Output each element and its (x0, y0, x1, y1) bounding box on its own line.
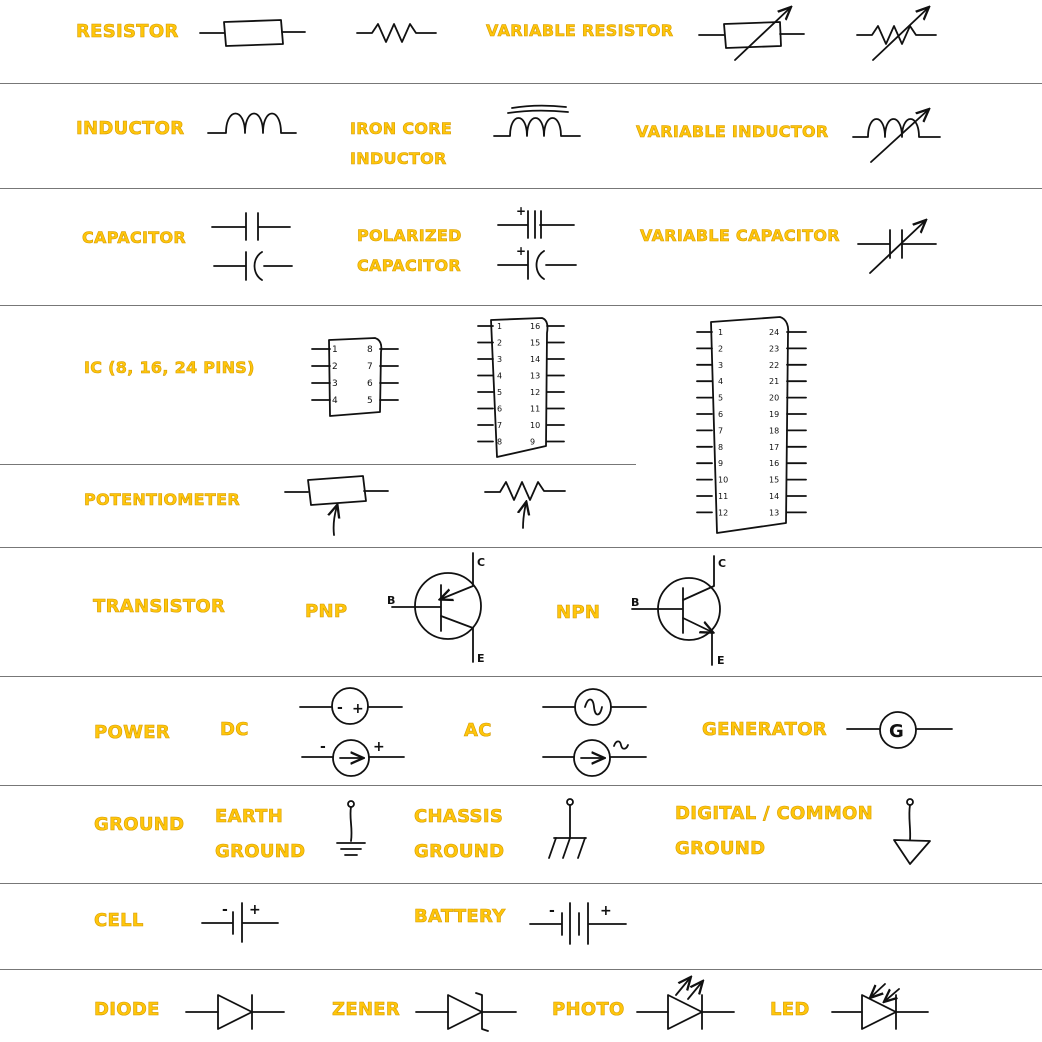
generator-label: GENERATOR (702, 719, 827, 740)
ic-pin-number: 5 (718, 393, 724, 403)
cell-label: CELL (94, 910, 144, 931)
ic-pin-number: 14 (769, 492, 780, 501)
curved-capacitor-symbol (214, 252, 292, 280)
plus-sign: + (516, 244, 527, 258)
ic-pin-number: 15 (769, 475, 780, 485)
generator-symbol (847, 712, 952, 748)
ic-pin-number: 4 (718, 377, 724, 387)
chassis-ground-label-line1: CHASSIS (414, 806, 504, 827)
ic-16-pin-symbol (478, 318, 564, 457)
ic-pin-number: 20 (769, 393, 780, 403)
dc-source-arrow-symbol (302, 739, 404, 776)
iron-core-inductor-label-line2: INDUCTOR (350, 149, 447, 168)
ic-pin-number: 9 (530, 437, 536, 447)
variable-inductor-label: VARIABLE INDUCTOR (636, 122, 829, 141)
ic-pin-number: 10 (530, 421, 541, 430)
ic-pin-number: 4 (497, 371, 503, 381)
chassis-ground-symbol (549, 799, 586, 858)
ic-pin-number: 7 (718, 426, 724, 436)
variable-capacitor-label: VARIABLE CAPACITOR (640, 226, 840, 245)
ic-pin-number: 2 (718, 344, 724, 354)
ic-pin-number: 3 (718, 360, 724, 370)
ic-pin-number: 9 (718, 459, 724, 469)
ic-pin-number: 17 (769, 442, 780, 452)
power-label: POWER (94, 722, 171, 743)
ic-pin-number: 3 (497, 355, 503, 364)
ic-pin-number: 6 (367, 379, 373, 389)
zener-diode-symbol (416, 993, 516, 1031)
dc-source-symbol (300, 688, 402, 724)
resistor-zigzag-symbol (357, 24, 436, 42)
polarized-capacitor-symbol (498, 204, 574, 238)
ic-pin-number: 1 (497, 322, 503, 331)
ic-pin-number: 16 (769, 459, 780, 469)
earth-ground-label-line2: GROUND (215, 841, 306, 862)
iron-core-inductor-symbol (494, 106, 580, 136)
ic-pin-number: 3 (332, 379, 338, 389)
ic-pin-number: 1 (718, 328, 724, 337)
plus-sign: + (373, 739, 385, 755)
ic-pin-number: 7 (367, 362, 373, 372)
ic-pin-number: 5 (367, 396, 373, 406)
ic-pin-number: 5 (497, 388, 503, 397)
ic-pin-number: 12 (718, 508, 729, 518)
digital-ground-symbol (894, 799, 930, 864)
ic-pin-number: 2 (332, 362, 338, 372)
generator-letter: G (889, 721, 904, 742)
led-label: LED (770, 999, 810, 1020)
photo-diode-label: PHOTO (552, 999, 625, 1020)
photo-diode-symbol (637, 978, 734, 1029)
ic-pin-number: 22 (769, 360, 780, 370)
ic-pin-number: 1 (332, 345, 338, 355)
ic-pin-number: 14 (530, 355, 541, 364)
resistor-box-symbol (200, 20, 305, 46)
plus-sign: + (352, 701, 364, 717)
ic-pin-number: 8 (497, 437, 503, 447)
potentiometer-box-symbol (285, 476, 388, 535)
ic-pin-number: 6 (718, 410, 724, 419)
earth-ground-label-line1: EARTH (215, 806, 284, 827)
ic-pin-number: 15 (530, 338, 541, 348)
ic-24-pin-symbol (697, 317, 806, 533)
ic-pin-number: 6 (497, 404, 503, 414)
ic-pin-number: 21 (769, 377, 780, 387)
iron-core-inductor-label-line1: IRON CORE (350, 119, 453, 138)
capacitor-label: CAPACITOR (82, 228, 186, 247)
digital-ground-label-line2: GROUND (675, 838, 766, 859)
ic-pin-number: 7 (497, 421, 503, 430)
minus-sign: - (320, 739, 326, 755)
base-letter: B (387, 594, 396, 607)
battery-label: BATTERY (414, 906, 506, 927)
ic-pin-number: 8 (367, 345, 373, 355)
ic-pin-number: 16 (530, 322, 541, 331)
chassis-ground-label-line2: GROUND (414, 841, 505, 862)
ic-pin-number: 24 (769, 328, 780, 337)
variable-inductor-symbol (853, 110, 940, 162)
minus-sign: - (222, 902, 228, 918)
potentiometer-zigzag-symbol (485, 482, 565, 528)
capacitor-symbol (212, 213, 290, 240)
cell-symbol (202, 902, 278, 942)
ic-pin-number: 23 (769, 344, 780, 354)
transistor-label: TRANSISTOR (93, 596, 226, 617)
minus-sign: - (337, 700, 343, 716)
collector-letter: C (718, 557, 727, 570)
inductor-symbol (208, 114, 296, 134)
ic-pin-number: 11 (530, 404, 541, 414)
emitter-letter: E (477, 652, 485, 665)
dc-label: DC (220, 719, 249, 740)
variable-capacitor-symbol (858, 221, 936, 273)
npn-transistor-symbol (631, 556, 726, 667)
zener-label: ZENER (332, 999, 401, 1020)
pnp-label: PNP (305, 601, 348, 622)
ic-8-pin-symbol (312, 338, 398, 416)
ic-pin-number: 10 (718, 475, 729, 485)
ic-pin-number: 13 (530, 371, 541, 381)
ic-pin-number: 19 (769, 410, 780, 419)
ic-pin-number: 2 (497, 338, 503, 348)
resistor-label: RESISTOR (76, 21, 179, 42)
ic-pin-number: 18 (769, 426, 780, 436)
plus-sign: + (600, 903, 612, 919)
pnp-transistor-symbol (387, 553, 485, 665)
ground-label: GROUND (94, 814, 185, 835)
inductor-label: INDUCTOR (76, 118, 185, 139)
base-letter: B (631, 596, 640, 609)
plus-sign: + (249, 902, 261, 918)
emitter-letter: E (717, 654, 725, 667)
ac-source-arrow-symbol (543, 740, 646, 776)
ic-pin-number: 4 (332, 396, 338, 406)
digital-ground-label-line1: DIGITAL / COMMON (675, 803, 874, 824)
variable-resistor-label: VARIABLE RESISTOR (486, 21, 674, 40)
variable-resistor-zigzag-symbol (857, 8, 936, 60)
polarized-capacitor-label-line1: POLARIZED (357, 226, 462, 245)
diode-label: DIODE (94, 999, 160, 1020)
npn-label: NPN (556, 602, 601, 623)
ic-label: IC (8, 16, 24 PINS) (84, 358, 255, 377)
collector-letter: C (477, 556, 486, 569)
ic-pin-number: 12 (530, 388, 541, 397)
ic-pin-number: 13 (769, 508, 780, 518)
variable-resistor-box-symbol (699, 8, 804, 60)
battery-symbol (530, 903, 626, 944)
earth-ground-symbol (337, 801, 365, 855)
ac-source-symbol (543, 689, 646, 725)
ic-pin-number: 8 (718, 442, 724, 452)
ac-label: AC (464, 720, 492, 741)
plus-sign: + (516, 204, 527, 218)
diode-symbol (186, 995, 284, 1029)
ic-pin-number: 11 (718, 492, 729, 501)
minus-sign: - (549, 903, 555, 919)
led-symbol (832, 984, 928, 1029)
polarized-capacitor-label-line2: CAPACITOR (357, 256, 461, 275)
potentiometer-label: POTENTIOMETER (84, 490, 240, 509)
polarized-capacitor-curved-symbol (498, 244, 576, 279)
